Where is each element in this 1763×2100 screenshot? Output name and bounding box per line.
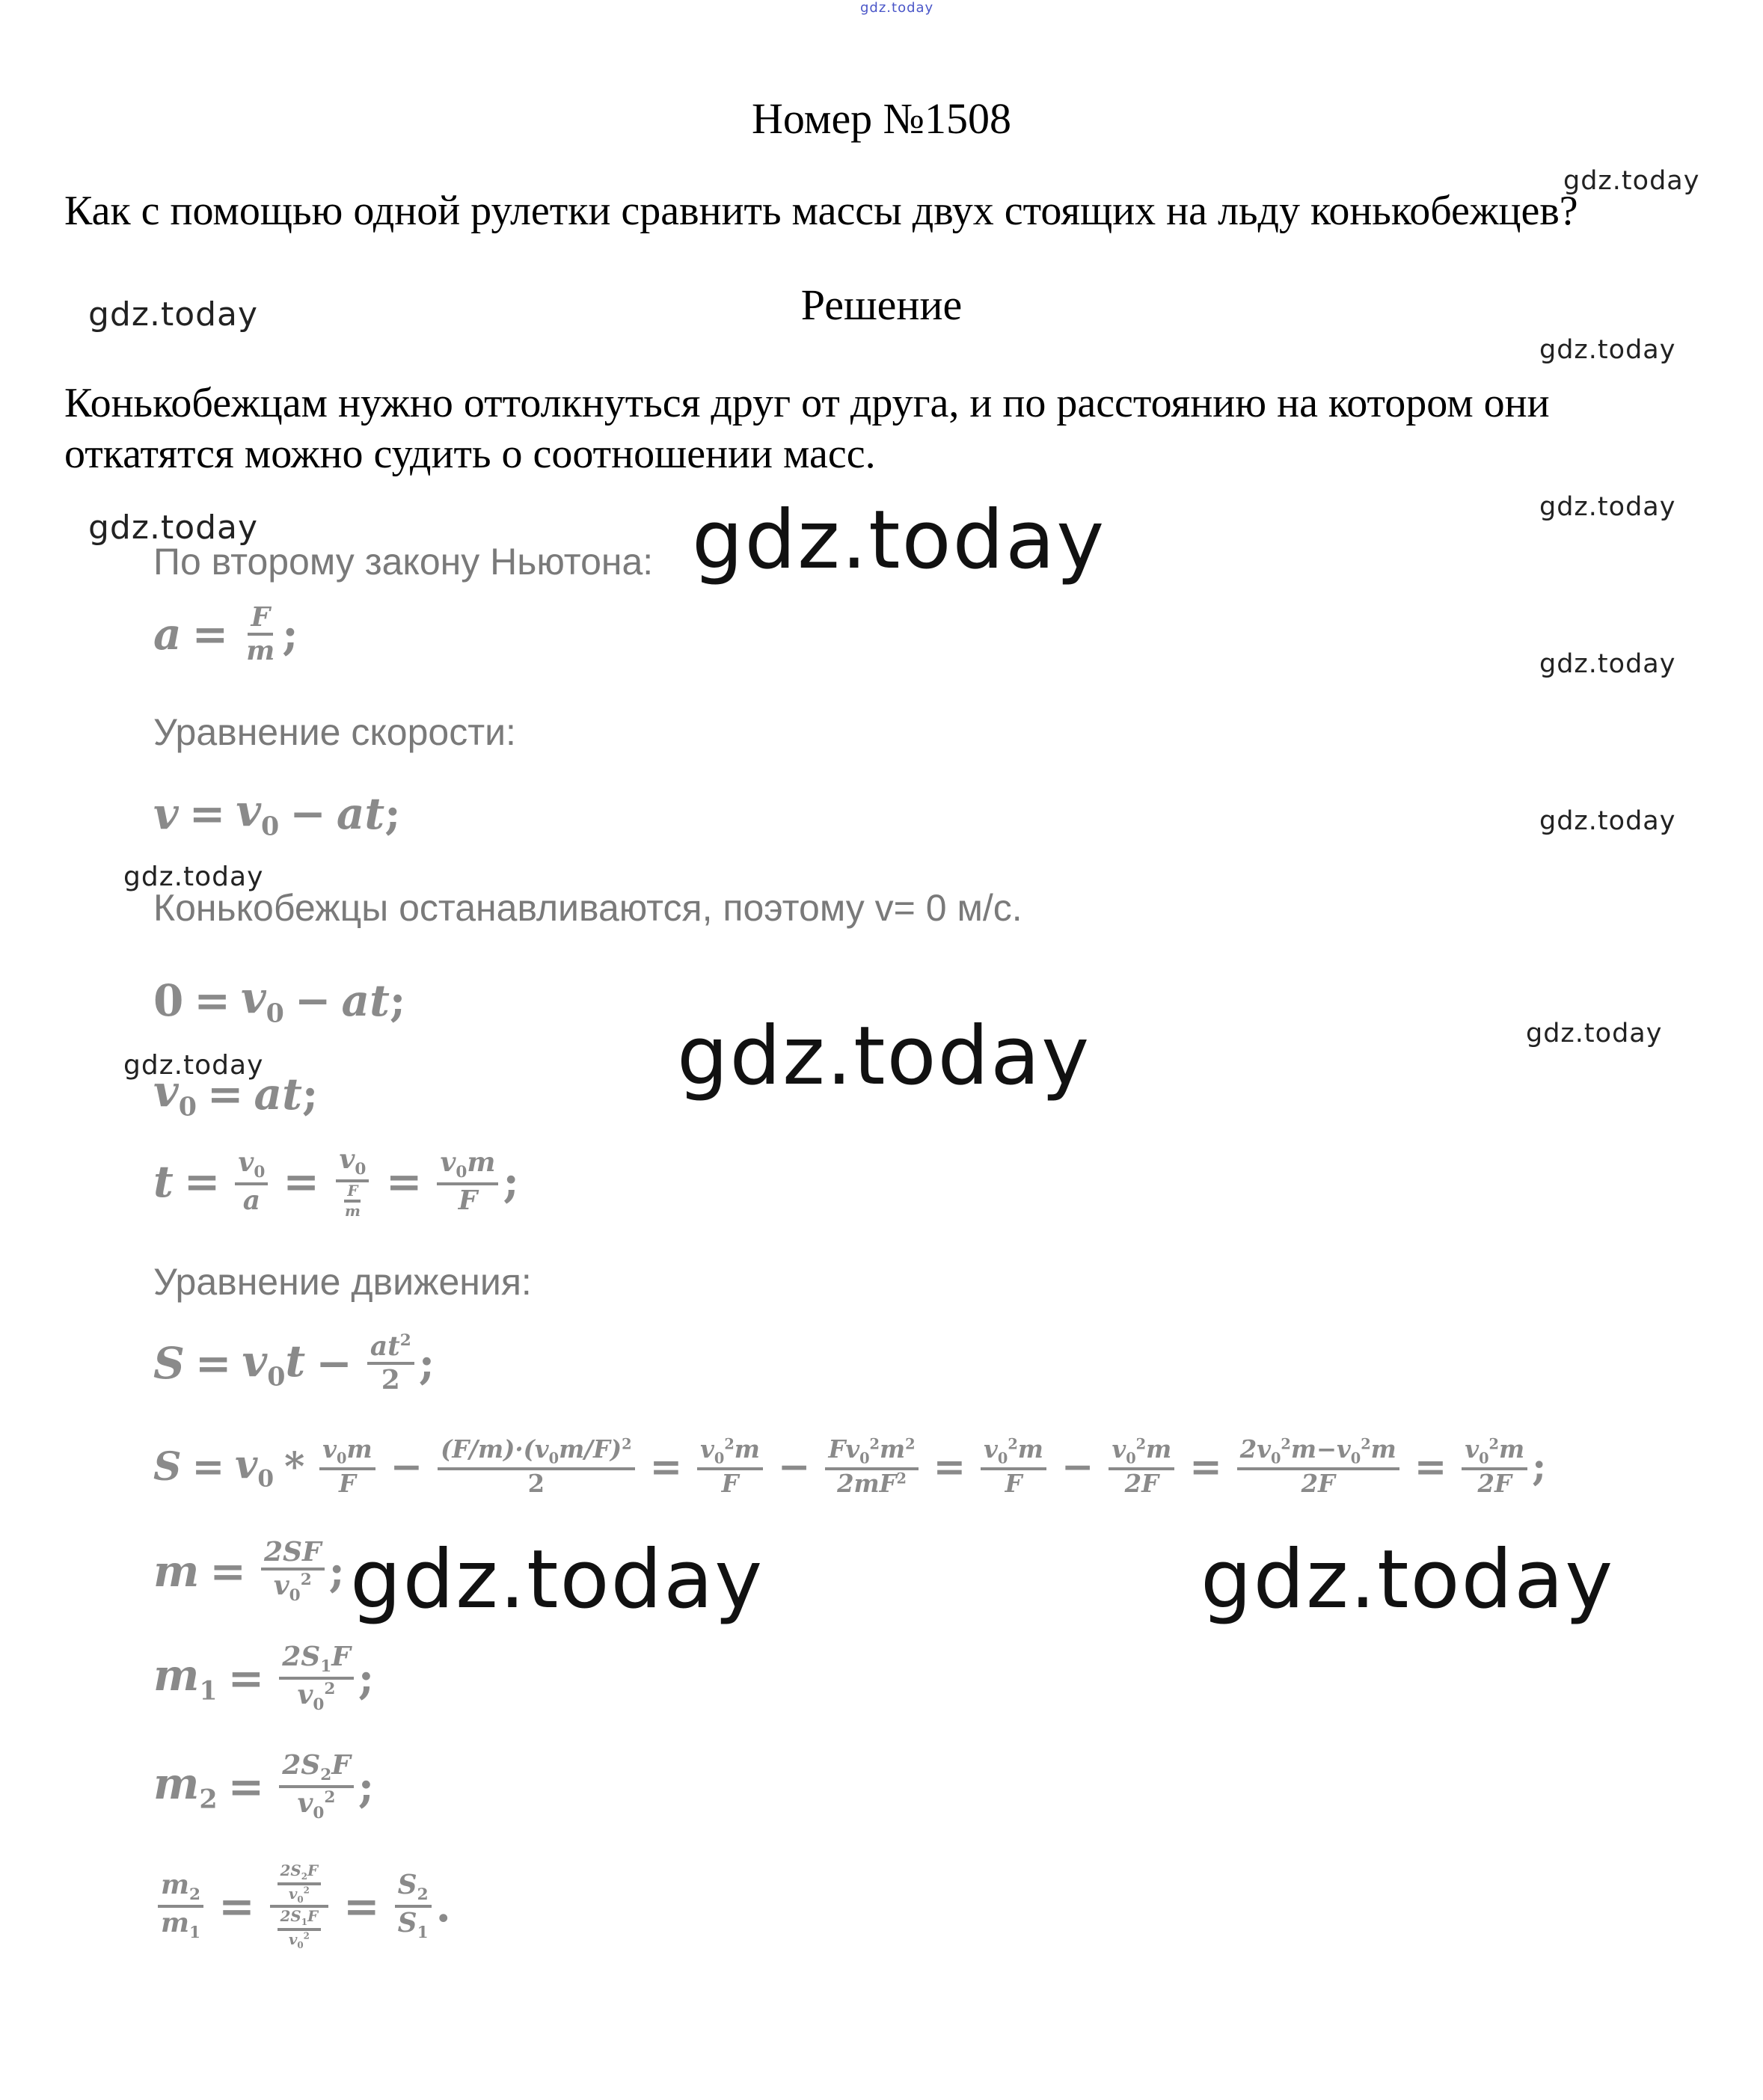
formula-zero-velocity: 0 = $v_0$ − at ;: [153, 972, 406, 1029]
watermark: gdz.today: [1539, 649, 1676, 679]
watermark-large: gdz.today: [1201, 1533, 1615, 1627]
watermark: gdz.today: [1563, 166, 1700, 196]
formula-mass-2: $m_2$ = $\frac{2S_2F}{v_0^2}$ ;: [153, 1749, 375, 1823]
formula-v0: $v_0$ = at ;: [153, 1066, 319, 1123]
formula-mass-1: $m_1$ = $\frac{2S_1F}{v_0^2}$ ;: [153, 1641, 375, 1715]
watermark-large: gdz.today: [692, 494, 1106, 587]
formula-velocity: v = $v_0$ − at ;: [153, 785, 401, 842]
question-text: Как с помощью одной рулетки сравнить массы двух стоящих на льду конькобежцев?: [64, 188, 1578, 234]
watermark: gdz.today: [123, 1050, 264, 1081]
answer-line-2: откатятся можно судить о соотношении масс.: [64, 431, 876, 477]
formula-mass: m = $\frac{2SF}{v_0^2}$ ;: [153, 1536, 345, 1606]
watermark: gdz.today: [1539, 492, 1676, 522]
solution-heading: Решение: [800, 280, 963, 329]
formula-time: t = $\frac{v_0}{a}$ = $\frac{v_0}{\frac{F}{m}}$ = $\frac{v_0m}{F}$ ;: [153, 1143, 519, 1220]
formula-distance: S = $v_0$ * $\frac{v_0m}{F}$ − $\frac{(F/m)\cdot(v_0m/F)^2}{2}$ = $\frac{v_0^2m}{F}$ − $\frac{Fv_0^2m^2}{2mF^2}$ = $\frac{v_0^2m}{F}$ − $\frac{v_0^2m}{2F}$ = $\frac{2v_0^2m-v_0^2m}{2F}$ = $\frac{v_0^2m}{2F}$ ;: [153, 1435, 1547, 1498]
watermark: gdz.today: [123, 862, 264, 892]
stop-label: Конькобежцы останавливаются, поэтому v= 0 м/с.: [153, 887, 1022, 929]
watermark: gdz.today: [1526, 1019, 1663, 1049]
watermark: gdz.today: [88, 295, 259, 334]
formula-mass-ratio: $\frac{m_2}{m_1}$ = $\frac{\frac{2S_2F}{v_0^2}}{\frac{2S_1F}{v_0^2}}$ = $\frac{S_2}{S_1}$ .: [153, 1862, 451, 1950]
newton-label: По второму закону Ньютона:: [153, 541, 654, 583]
watermark: gdz.today: [1539, 806, 1676, 836]
motion-label: Уравнение движения:: [153, 1261, 532, 1303]
watermark-top: gdz.today: [860, 0, 934, 16]
answer-text: [64, 378, 1710, 479]
answer-line-1: Конькобежцам нужно оттолкнуться друг от друга, и по расстоянию на котором они: [64, 380, 1550, 426]
formula-acceleration: a = $\frac{F}{m}$ ;: [153, 601, 298, 667]
watermark-large: gdz.today: [677, 1010, 1091, 1103]
formula-motion: S = $v_0t$ − $\frac{at^2}{2}$ ;: [153, 1330, 435, 1396]
watermark: gdz.today: [1539, 335, 1676, 365]
watermark: gdz.today: [88, 509, 259, 547]
watermark-large: gdz.today: [350, 1533, 764, 1627]
velocity-label: Уравнение скорости:: [153, 711, 516, 753]
problem-title: Номер №1508: [751, 94, 1012, 143]
